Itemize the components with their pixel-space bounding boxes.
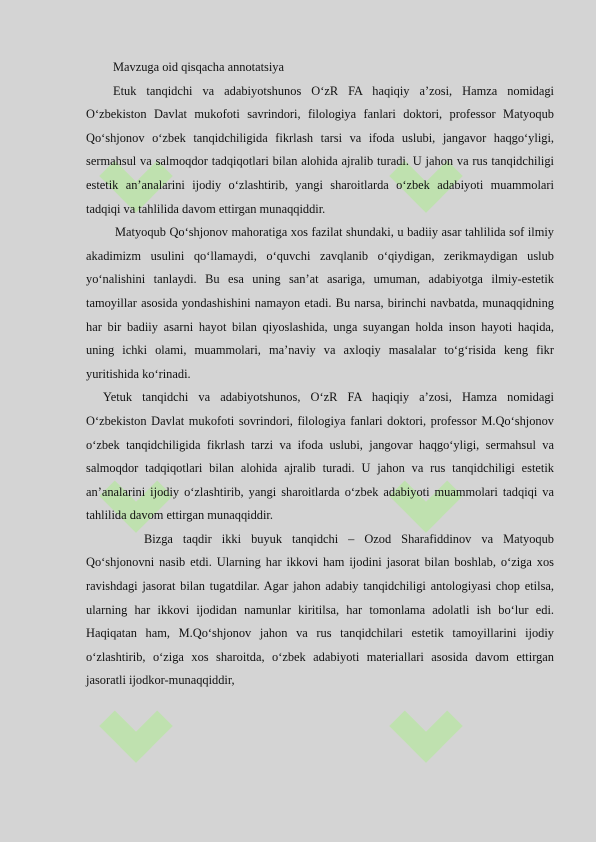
document-body [86, 56, 554, 693]
watermark-chevron [99, 689, 173, 763]
paragraph: Yetuk tanqidchi va adabiyotshunos, O‘zR FA haqiqiy a’zosi, Hamza nomidagi O‘zbekiston Davlat mukofoti sovrindori, filologiya fanlari doktori, professor M.Qo‘shjonov o‘zbek tanqidchiligida fikrlash tarzi va ifoda uslubi, jangovar haqgo‘yligi, sermahsul va salmoqdor tadqiqotlari bilan alohida ajralib turadi. U jahon va rus tanqidchiligi estetik an’analarini ijodiy o‘zlashtirib, yangi sharoitlarda o‘zbek adabiyoti muammolari tadqiqi va tahlilida davom ettirgan munaqqiddir. [86, 390, 554, 523]
document-title: Mavzuga oid qisqacha annotatsiya [113, 60, 285, 74]
paragraph: Matyoqub Qo‘shjonov mahoratiga xos fazilat shundaki, u badiiy asar tahlilida sof ilmiy akadimizm usulini qo‘llamaydi, o‘quvchi zavqlanib o‘qiydigan, zerikmaydigan uslub yo‘nalishini tanlaydi. Bu esa uning san’at asariga, umuman, adabiyotga ilmiy-estetik tamoyillar asosida yondashishini namayon etadi. Bu narsa, birinchi navbatda, munaqqidning har bir badiiy asarni hayot bilan qiyoslashida, unga suyangan holda inson hayoti haqida, uning ichki olami, muammolari, ma’naviy va axloqiy masalalar to‘g‘risida keng fikr yuritishida ko‘rinadi. [86, 225, 554, 381]
paragraph: Bizga taqdir ikki buyuk tanqidchi – Ozod Sharafiddinov va Matyoqub Qo‘shjonovni nasib etdi. Ularning har ikkovi ham ijodini jasorat bilan boshlab, o‘ziga xos ravishdagi jasorat bilan tugatdilar. Agar jahon adabiy tanqidchiligi antologiyasi chop etilsa, ularning har ikkovi ijodidan namunlar kiritilsa, har tomonlama adolatli ish bo‘lur edi. Haqiqatan ham, M.Qo‘shjonov jahon va rus tanqidchilari estetik tamoyillarini ijodiy o‘zlashtirib, o‘ziga xos sharoitda, o‘zbek adabiyoti materiallari asosida davom ettirgan jasoratli ijodkor-munaqqiddir, [86, 531, 554, 688]
paragraph: Etuk tanqidchi va adabiyotshunos O‘zR FA haqiqiy a’zosi, Hamza nomidagi O‘zbekiston Davlat mukofoti savrindori, filologiya fanlari doktori, professor Matyoqub Qo‘shjonov o‘zbek tanqidchiligida fikrlash tarsi va ifoda uslubi, jangavor haqgo‘yligi, sermahsul va salmoqdor tadqiqotlari bilan alohida ajralib turadi. U jahon va rus tanqidchiligi estetik an’analarini ijodiy o‘zlashtirib, yangi sharoitlarda o‘zbek adabiyoti muammolari tadqiqi va tahlilida davom ettirgan munaqqiddir. [86, 83, 554, 216]
watermark-chevron [389, 689, 463, 763]
